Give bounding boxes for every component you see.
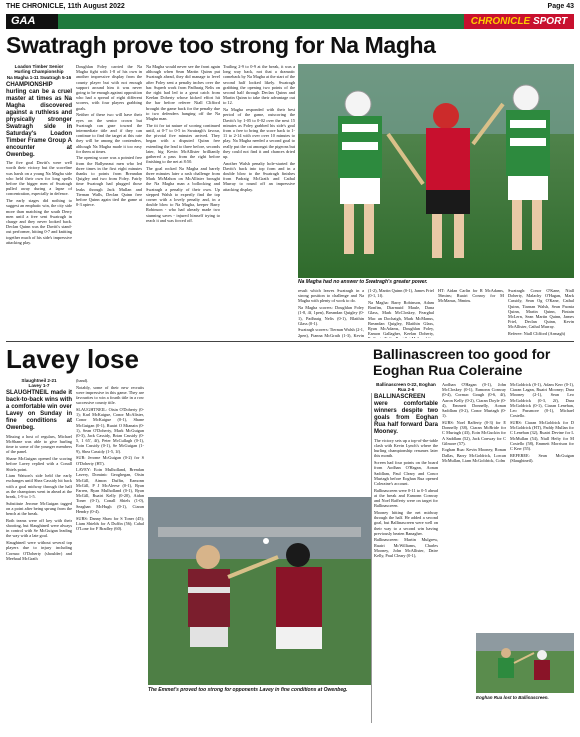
story1-column-1b	[76, 64, 142, 336]
paragraph: The opening score was a pointed free from the Ballyneaut men who led three times in the first eight minutes thanks to points from Breandan Quigley and two from Foley. Fairly time Swatragh had plugged those leaks through Jack Mullan and Tiernan Walls, Declan Quinn free before Quinn again tied the game at 0-3 apiece.	[76, 155, 142, 208]
paragraph: Na Magha: Barry Robinson, Adam Bonfim, Diarmuid Maule, Dana Glass, Mark McCloskey, Fearghal Mac an Dochaigh, Mark McManus, Breandan Quigley, Blaithin Glass, Ryan McAdams, Doughlan Foley, Eamon Gallagher, Keelan Doherty,	[368, 299, 434, 337]
page-number: Page 43	[547, 3, 574, 10]
story1-kicker	[6, 64, 72, 80]
story1-kicker-1: Loadon Timber Senior Hurling Championship	[14, 64, 64, 75]
section-band	[6, 14, 574, 29]
paragraph: SUBS: Danny Shaw for S Toner (45); Liam Shields for A Duffin (56); Cahal O'Lone for F Bradley (60).	[76, 515, 144, 531]
paragraph: The early stages did nothing to suggest an emphatic win, the city side more than matching the south Derry men until a free sent Swatragh in charge and they never looked back. Declan Quinn was the Davitt's stand-out performer, hitting 0-7 and knitting together much of his side's impressive attacking play.	[6, 198, 72, 245]
photo-caption-2: The Emmet's proved too strong for opponents Lavey in fine conditions at Owenbeg.	[148, 687, 348, 693]
story2-kicker	[6, 378, 72, 389]
story2-column-1	[6, 378, 72, 730]
paragraph: Slaughtneil were without several top players due to injury including Cormac O'Doherty (shoulder) and Meehaul McGrath	[6, 540, 72, 561]
column-divider	[371, 393, 372, 723]
story2-column-2	[76, 378, 144, 730]
paragraph: Ballinascreen: Martin Mulgrew, Ruairi McWilliams, Charles Mooney, John McAllister, Daire Kelly, Paul Cleary (0-1),	[374, 537, 438, 559]
paragraph: Screen had four points on the board from Aodhan O'Hagan, Aonan Saddlam, Paul Cleary and Conor Murtagh before Eoghan Rua opened Coleraine's account.	[374, 460, 438, 486]
paragraph: Shane McGuigan opened the scoring before Lavey replied with a Conall Shiels point.	[6, 456, 72, 472]
paragraph: REFEREE: Sean McGuigan (Slaughtneil).	[510, 452, 574, 463]
story2-headline: Lavey lose	[6, 344, 139, 374]
paragraph: HT: Aidan Carlin for R McAdams, 56mins; Ruairi Conroy for M McManus, 56mins.	[438, 288, 504, 304]
paragraph: SLAUGHTNEIL: Oisin O'Doherty (0-1); Karl McKaigue, Conor McAlister, Conor McKaigue (0-1), Shane McGuigan (0-1), Ruairi O Mianain (0-1), Sean O'Doherty, Mark McGuigan (0-3), Jack Cassidy, Brian Cassidy (0-5, 1 65', 4f), Peter McCullagh (0-1), Eoin Cassidy (0-1), Se McGuigan (1-9), Shea Cassidy (1-5, 1f).	[76, 407, 144, 454]
paper-date: THE CHRONICLE, 11th August 2022	[6, 3, 125, 10]
paragraph: Substitute Jerome McGuigan tagged on a point after being sprung from the bench at the break.	[6, 500, 72, 517]
story3-kicker: Ballinascreen 0-22, Eoghan Rua 2-6	[376, 382, 436, 393]
story-divider	[6, 341, 574, 342]
hurling-photo-eoghan-rua	[476, 633, 574, 693]
main-headline: Swatragh prove too strong for Na Magha	[6, 32, 436, 58]
hurling-photo-graphic	[298, 64, 574, 278]
paragraph: Missing a host of regulars, Michael McShane was able to give hurling time to some of the younger members of the panel.	[6, 433, 72, 455]
paragraph: Na Magha would never see the front again although when Sean Martin Quinn put Swatragh ahead, they did manage to level after Foley sent a penalty inches over the bar. Superb work from Padhraig Nelis on the right had led to a great catch from Keelan Doherty whose kicked effort hit the bar before referee Niall Clifford brought the game back for the penalty due to two defenders hanging off the Na Magha man.	[146, 64, 220, 122]
paragraph: (1-2), Martin Quinn (0-1), James Friel (0-1, 1f).	[368, 288, 434, 299]
paragraph: Aodhan O'Hagan (0-1), John McCloskey (0-1), Eamonn Conway (0-4), Cormac Gough (0-6, 4f), Aaron Kelly (0-2), Ciaran Doyle (0-4), Emmett Donnelly, Aonan Saddlam (0-2), Conor Murtagh (0-1).	[442, 382, 506, 419]
paragraph: The five goal Davitt's were well worth their victory but the scoreline was harsh on a young Na Magha side who held their own for long spells before the bigger men of Swatragh pulled away during a lapse of concentration, especially in defence.	[6, 160, 72, 197]
story3-column-1	[374, 382, 438, 730]
paragraph: McGoldrick (0-1), Adam Kerr (0-1), Ciaran Lagan, Ruairi Mooney; Dara Mooney (2-1), Sean Leo McGoldrick (0-3, 2f), Dara McGoldrick (0-1), Ciaran Lenehan, Leo Passmore (0-1), Michael Costello.	[510, 382, 574, 419]
paragraph: SUB: Jerome McGuigan (0-2) for S O'Doherty (HT).	[76, 455, 144, 466]
paragraph: The victory sets up a top-of-the-table clash with Kevin Lynch's where the hurling championship resumes later this month.	[374, 437, 438, 459]
story3-headline: Ballinascreen too good for Eoghan Rua Coleraine	[373, 346, 551, 378]
section-tag-chronicle: CHRONICLE	[470, 16, 531, 27]
paragraph: Notably, some of their new recruits were impressive in this game. They are favourites to win a fourth title in a row successive county title.	[76, 384, 144, 406]
photo-caption-3: Eoghan Rua lost to Ballinascreen.	[476, 695, 549, 700]
hurling-photo-lavey-graphic	[148, 497, 371, 685]
paragraph: (hand).	[76, 378, 89, 383]
story2-kicker-2: Lavey 1-7	[28, 383, 50, 389]
paragraph: Neither of these two will have their eyes on the senior crown but Swatragh can gaze toward the intermediate title and if they can continue to find the target at this rate they will be among the contenders, although Na Magha made it too easy for them at times.	[76, 112, 142, 154]
gaa-logo: GAA	[6, 14, 58, 29]
paragraph: The goal rocked Na Magha and barely three minutes later a rash challenge from Mark McMahon on McAllister brought the Na Magha man a bollocking and Swatragh a penalty of their own. Up stepped Walsh to expertly find the top corner with a lovely penalty and, in a double blow to Na Magha, keeper Barry Robinson - who had already made two stunning saves - injured himself trying to reach it and was forced off.	[146, 165, 220, 223]
story1-column-2b	[223, 64, 295, 336]
story2-kicker-1: Slaughtneil 2-21	[21, 378, 57, 383]
hurling-photo-lavey	[148, 497, 371, 685]
section-tag-sport: SPORT	[532, 16, 568, 27]
photo-caption-1: Na Magha had no answer to Swatragh's greater power.	[298, 279, 428, 285]
story1-column-5b	[508, 288, 574, 338]
paragraph: Trailing 2-9 to 0-9 at the break, it was a long way back, not that a dramatic comeback by Na Magha at the start of the second half looked likely. Swatragh grabbing the opening two points of the second half through Declan Quinn and Martin Quinn to take their advantage out to 12.	[223, 64, 295, 106]
hurling-photo-swatragh	[298, 64, 574, 278]
page-header	[6, 3, 574, 13]
story3-lead: BALLINASCREEN were comfortable winners despite two goals from Eoghan Rua half forward Dara Mooney.	[374, 394, 438, 436]
paragraph: SUBS: Noel Rafferty (0-3) for E Donnelly (38), Ciaran McBride for C Murtagh (43), Eoin McGuckin for A Saddlam (52), Jack Conway for C Gilmore (57).	[442, 419, 506, 446]
paragraph: Liam Watson's side held the early exchanges until Shea Cassidy hit back with a goal midway through the half as the champions went in ahead at the break, 1-9 to 1-5.	[6, 473, 72, 500]
section-tag	[464, 14, 574, 29]
story1-column-1	[6, 64, 72, 336]
paragraph: Mooney hitting the net midway through the half. He added a second goal, but Ballinascreen were well on their way to a second win having previously beaten Banagher.	[374, 509, 438, 536]
paragraph: The tit for tat nature of scoring continued until, at 0-7 to 0-5 in Swatragh's favour, the pivotal five minutes arrived. They began with a disputed Quinn free extending the lead to three before, seconds later, big Kevin McAllister brilliantly gathered a pass from the right before finishing to the net at 8:50.	[146, 122, 220, 165]
paragraph: Another Walsh penalty hole-started the Davitt's back into top form and in a double blow to the Swatragh finishes from Padraig McGrath and Cathal Murray to round off an impressive attacking display.	[223, 160, 295, 192]
paragraph: Referee: Niall Clifford (Armagh)	[508, 331, 566, 337]
story2-lead: SLAUGHTNEIL made it back-to-back wins with a comfortable win over Lavey on Sunday in fine conditions at Owenbeg.	[6, 390, 72, 432]
paragraph: SUBS: Ciaran McGoldrick for D McGoldrick (HT), Paddy Mullan for C Lenehan (32), Ruairi Devine for L McMullan (54), Niall Hefty for M Costello (58), Emmett Morrison for C Kerr (55).	[510, 419, 574, 451]
paragraph: Na Magha responded with their best period of the game, outscoring the Davitt's by 1-05 to 0-02 over the next 15 minutes as Foley grabbed his side's goal from a free to bring the score back to 1-11 to 2-14 with over over 10 minutes to play. Na Magha needed a second goal to really put the cat amongst the pigeons but they could not find it and chances dried up.	[223, 107, 295, 159]
story1-column-5a	[438, 288, 504, 338]
hurling-photo-eoghan-rua-graphic	[476, 633, 574, 693]
paragraph: LAVEY: Eoin Mulholland, Brendan Lavery, Dominic Geoghegan, Oisin McGill, Aimon Duffin, Eamonn McGill, P J McAleese (0-1), Ryan Farren, Ryan Mulholland (0-1), Ryan McGill, Ruairi Kelly (0-20), Aidan Toner (0-1), Conall Shiels (1-0), Seaghan McHugh (0-1), Ciaran Hendry (0-4).	[76, 467, 144, 514]
paragraph: Swatragh scorers: Tiernan Walsh (2-1, 2pen), Fianna McGrath (1-3), Kevin	[298, 327, 364, 338]
paragraph: Ballinascreen were 0-11 to 0-5 ahead at the break and Eamonn Conway and Noel Rafferty were on target for Ballinascreen.	[374, 487, 438, 509]
story1-column-4	[368, 288, 434, 338]
paragraph: Na Magha scorers: Doughlan Foley (1-8, 4f, 1pen), Breandan Quigley (0-1), Padhraig Nelis (0-1), Blaithin Glass (0-1).	[298, 305, 364, 326]
story3-column-3	[510, 382, 574, 630]
paragraph: result which leaves Swatragh in a strong position to challenge and Na Magha with plenty of work to do.	[298, 288, 364, 304]
paragraph: Both teams were off key with their shooting, but Slaughtneil were always in control with Se McGuigan leading the way with a late goal.	[6, 517, 72, 539]
story1-kicker-2: Na Magha 1-11 Swatragh 5-16	[6, 74, 72, 80]
paragraph: Doughlan Foley carried the Na Magha fight with 1-8 of his own in another impressive display from the county player but with not enough support around him it was never going to be enough against opposition who had a spread of eight different scorers, with four players grabbing goals.	[76, 64, 142, 111]
paragraph: Eoghan Rua: Kevin Mooney, Ronan Dallas, Barry McGoldrick, Lorcan McMullan, Liam McGoldrick, Colm	[442, 447, 506, 463]
story1-lead: CHAMPIONSHIP hurling can be a cruel master at times as Na Magha discovered against a ruthless and physically stronger Swatragh side in Saturday's Loadon Timber Frame Group A encounter at Owenbeg.	[6, 81, 72, 158]
story1-column-2	[146, 64, 220, 336]
paragraph: Swatragh: Conor O'Kane, Niall Doherty, Malachy O'Hagan, Mark Cassidy, Sean Og O'Kane, Cathal Quinn, Tiarnan Walsh, Sean Paonia Quinn, Martin Quinn, Fintain McLern, Sean Martin Quinn, James Friel, Declan Quinn, Kevin McAllister, Cathal Murray.	[508, 288, 574, 330]
story1-column-3	[298, 288, 364, 338]
